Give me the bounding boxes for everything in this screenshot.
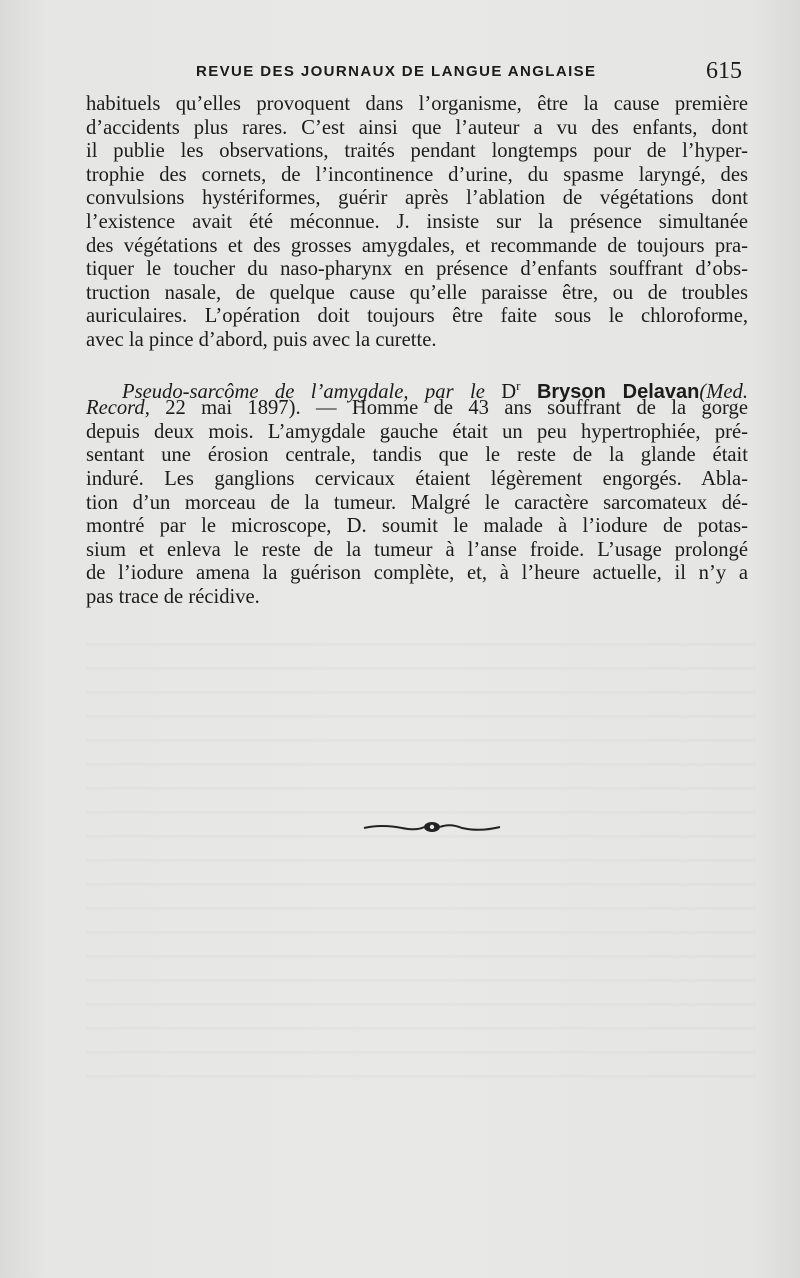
- article-heading-line: [86, 374, 748, 403]
- section-ornament: [362, 820, 502, 834]
- text-line: de l’iodure amena la guérison complète, et, à l’heure actuelle, il n’y a: [86, 562, 748, 585]
- text-line: induré. Les ganglions cervicaux étaient légèrement engorgés. Abla-: [86, 467, 748, 490]
- article-author: Bryson Delavan: [536, 380, 700, 403]
- text-line: habituels qu’elles provoquent dans l’organisme, être la cause première: [86, 93, 748, 115]
- text-line: depuis deux mois. L’amygdale gauche était un peu hypertrophiée, pré-: [86, 420, 748, 443]
- text-line: auriculaires. L’opération doit toujours être faite sous le chloroforme,: [86, 305, 748, 328]
- text-line: tiquer le toucher du naso-pharynx en présence d’enfants souffrant d’obs-: [86, 258, 748, 281]
- source-journal: Record,: [86, 397, 150, 420]
- text-line: trophie des cornets, de l’incontinence d’urine, du spasme laryngé, des: [86, 163, 748, 186]
- doctor-prefix: D: [501, 380, 517, 403]
- running-head: REVUE DES JOURNAUX DE LANGUE ANGLAISE: [196, 63, 597, 80]
- doctor-suffix: r: [516, 377, 521, 393]
- text-line: sium et enleva le reste de la tumeur à l’anse froide. L’usage prolongé: [86, 538, 748, 561]
- text-line: sentant une érosion centrale, tandis que le reste de la glande était: [86, 444, 748, 467]
- text-line: [86, 397, 748, 421]
- page-header: [86, 58, 746, 88]
- text-line: tion d’un morceau de la tumeur. Malgré le caractère sarcomateux dé-: [86, 491, 748, 514]
- paragraph-gap: [86, 353, 748, 374]
- text-line: pas trace de récidive.: [86, 585, 260, 608]
- text-line: convulsions hystériformes, guérir après l’ablation de végétations dont: [86, 187, 748, 210]
- page-number: 615: [706, 58, 742, 84]
- source-open: (Med.: [699, 380, 748, 403]
- text-line: l’existence avait été méconnue. J. insiste sur la présence simultanée: [86, 210, 748, 233]
- text-line: d’accidents plus rares. C’est ainsi que l’auteur a vu des enfants, dont: [86, 116, 748, 139]
- article-title: Pseudo-sarcôme de l’amygdale, par le: [122, 380, 485, 403]
- text-line: montré par le microscope, D. soumit le malade à l’iodure de potas-: [86, 515, 748, 538]
- text-line: truction nasale, de quelque cause qu’elle paraisse être, ou de troubles: [86, 281, 748, 304]
- text-line: avec la pince d’abord, puis avec la curette.: [86, 328, 437, 351]
- text-line: des végétations et des grosses amygdales, et recommande de toujours pra-: [86, 234, 748, 257]
- source-date-and-opening: 22 mai 1897). — Homme de 43 ans souffrant de la gorge: [149, 397, 748, 420]
- text-line: il publie les observations, traités pendant longtemps pour de l’hyper-: [86, 140, 748, 163]
- body-text: [86, 93, 748, 609]
- bleed-through-texture: [86, 632, 756, 1082]
